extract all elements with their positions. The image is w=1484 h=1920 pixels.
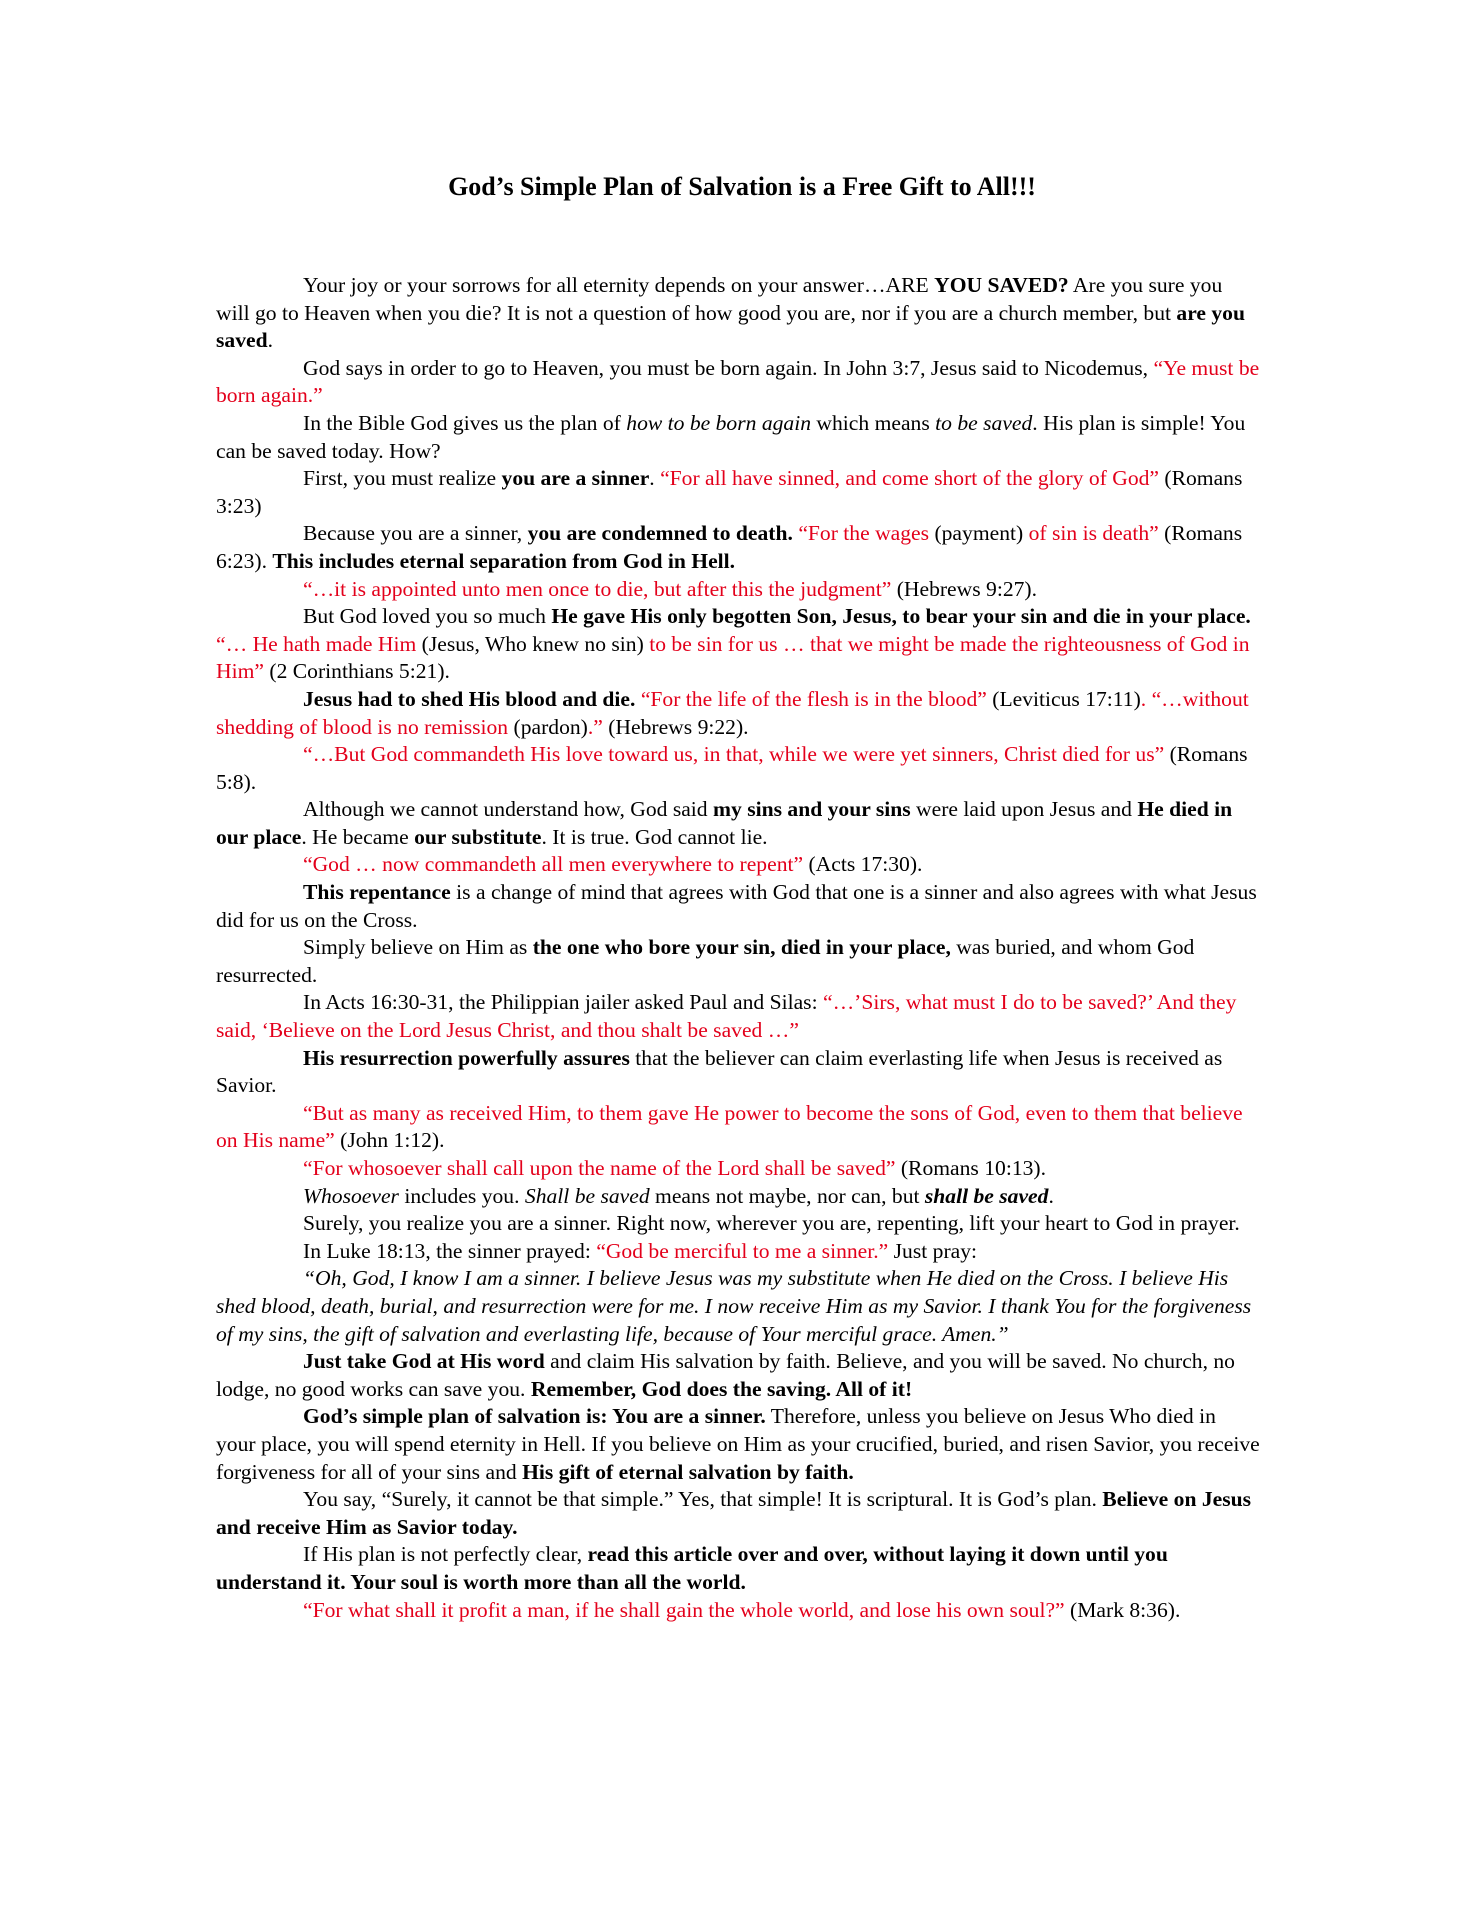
text-run: . He became xyxy=(301,824,415,849)
paragraph xyxy=(216,796,1260,851)
text-run: . His plan is simple! You can be saved today. How? xyxy=(216,410,1246,463)
bold-text: God’s simple plan of salvation is: You are a sinner. xyxy=(303,1404,766,1429)
bold-text: Just take God at His word xyxy=(303,1349,545,1374)
text-run: is a change of mind that agrees with God that one is a sinner and also agrees with what Jesus did for us on the Cross. xyxy=(216,880,1257,932)
text-run: Surely, you realize you are a sinner. Right now, wherever you are, repenting, lift your heart to God in prayer. xyxy=(303,1211,1240,1236)
text-run: . xyxy=(267,328,273,353)
text-run: and claim His salvation by faith. Believe, and you will be saved. No church, no lodge, no good works can save you. xyxy=(216,1349,1235,1401)
bold-text: This repentance xyxy=(303,880,451,905)
bold-text: are you saved xyxy=(216,300,1245,353)
text-run: (Leviticus 17:11) xyxy=(986,686,1141,711)
text-run: that the believer can claim everlasting life when Jesus is received as Savior. xyxy=(216,1045,1223,1098)
scripture-quote: “For all have sinned, and come short of the glory of God” xyxy=(660,466,1160,491)
scripture-quote: “For the wages xyxy=(798,521,930,546)
bold-text: YOU SAVED? xyxy=(934,273,1069,297)
paragraph xyxy=(216,355,1260,410)
scripture-quote: to be sin for us … that we might be made the righteousness of God in Him” xyxy=(216,631,1250,684)
scripture-quote: “God be merciful to me a sinner.” xyxy=(596,1238,889,1263)
paragraph xyxy=(216,1265,1260,1348)
bold-text: This includes eternal separation from God in Hell. xyxy=(272,548,736,573)
scripture-quote: “For what shall it profit a man, if he shall gain the whole world, and lose his own soul?” xyxy=(303,1597,1065,1622)
text-run: Just pray: xyxy=(888,1238,978,1263)
text-run: (Hebrews 9:22). xyxy=(602,714,749,739)
bold-text: read this article over and over, without laying it down until you understand it. Your soul is worth more than all the world. xyxy=(216,1542,1168,1594)
text-run: (John 1:12). xyxy=(334,1128,445,1153)
paragraph xyxy=(216,741,1260,796)
text-run: But God loved you so much xyxy=(303,604,552,629)
text-run: which means xyxy=(811,410,936,435)
scripture-quote: . “…without shedding of blood is no remission xyxy=(216,686,1249,739)
paragraph xyxy=(216,1403,1260,1486)
bold-text: He gave His only begotten Son, Jesus, to bear your sin and die in your place. xyxy=(551,604,1251,629)
text-run: Although we cannot understand how, God said xyxy=(303,797,714,822)
paragraph xyxy=(216,851,1260,879)
paragraph xyxy=(216,879,1260,934)
paragraph xyxy=(216,1348,1260,1403)
scripture-quote: “For whosoever shall call upon the name of the Lord shall be saved” xyxy=(303,1156,896,1180)
scripture-quote: “God … now commandeth all men everywhere to repent” xyxy=(303,852,804,877)
text-run: includes you. xyxy=(398,1183,525,1208)
bold-text: He died in our place xyxy=(216,797,1233,849)
text-run: (payment) xyxy=(929,521,1029,546)
text-run: (Acts 17:30). xyxy=(803,852,923,877)
italic-text: Shall be saved xyxy=(524,1183,650,1208)
text-run: (pardon) xyxy=(508,714,588,739)
paragraph xyxy=(216,603,1260,686)
scripture-quote: “But as many as received Him, to them gave He power to become the sons of God, even to them that believe on His name” xyxy=(216,1100,1243,1153)
paragraph xyxy=(216,686,1260,741)
text-run: (Mark 8:36). xyxy=(1064,1597,1181,1622)
paragraph xyxy=(216,1597,1260,1625)
paragraph xyxy=(216,272,1260,355)
italic-text: “Oh, God, I know I am a sinner. I believe Jesus was my substitute when He died on the Cross. I believe His shed blood, death, burial, and resurrection were for me. I now receive Him as my Savior. I thank You for the forgiveness of my sins, the gift of salvation and everlasting life, because of Your merciful grace. Amen.” xyxy=(216,1266,1252,1346)
scripture-quote: “…But God commandeth His love toward us, in that, while we were yet sinners, Christ died for us” xyxy=(303,742,1165,767)
text-run: First, you must realize xyxy=(303,466,502,491)
text-run: God says in order to go to Heaven, you must be born again. In John 3:7, Jesus said to Nicodemus, xyxy=(303,355,1154,380)
text-run: You say, “Surely, it cannot be that simple.” Yes, that simple! It is scriptural. It is God’s plan. xyxy=(303,1487,1103,1512)
paragraph xyxy=(216,1100,1260,1155)
paragraph xyxy=(216,1210,1260,1238)
text-run: In Luke 18:13, the sinner prayed: xyxy=(303,1238,597,1263)
text-run: Your joy or your sorrows for all eternity depends on your answer…ARE xyxy=(303,273,935,297)
scripture-quote: of sin is death” xyxy=(1028,521,1159,546)
text-run: were laid upon Jesus and xyxy=(910,797,1138,822)
text-run: Therefore, unless you believe on Jesus Who died in your place, you will spend eternity in Hell. If you believe on Him as your crucified, buried, and risen Savior, you receive forgiveness for all of your sins and xyxy=(216,1404,1260,1484)
text-run: means not maybe, nor can, but xyxy=(649,1183,925,1208)
bold-text: Believe on Jesus and receive Him as Savior today. xyxy=(216,1487,1252,1539)
text-run: Simply believe on Him as xyxy=(303,935,533,960)
italic-text: to be saved xyxy=(935,410,1033,435)
scripture-quote: “… He hath made Him xyxy=(216,631,417,656)
text-run: Because you are a sinner, xyxy=(303,521,528,546)
bold-text: you are a sinner xyxy=(501,466,650,491)
italic-text: Whosoever xyxy=(303,1183,399,1208)
scripture-quote: “…’Sirs, what must I do to be saved?’ And they said, ‘Believe on the Lord Jesus Christ, and thou shalt be saved …” xyxy=(216,990,1237,1043)
text-run: . xyxy=(1048,1183,1054,1208)
scripture-quote: “Ye must be born again.” xyxy=(216,355,1260,408)
paragraph xyxy=(216,465,1260,520)
bold-text: my sins and your sins xyxy=(713,797,911,822)
document-body xyxy=(216,272,1260,1624)
paragraph xyxy=(216,1183,1260,1211)
bold-text: you are condemned to death. xyxy=(527,521,793,546)
text-run: (Romans 10:13). xyxy=(895,1156,1046,1180)
paragraph xyxy=(216,1486,1260,1541)
text-run: was buried, and whom God resurrected. xyxy=(216,935,1195,987)
text-run: Are you sure you will go to Heaven when you die? It is not a question of how good you are, nor if you are a church member, but xyxy=(216,273,1223,325)
bold-text: Jesus had to shed His blood and die. xyxy=(303,686,636,711)
text-run: . xyxy=(649,466,661,491)
bold-text: our substitute xyxy=(414,824,542,849)
paragraph xyxy=(216,1045,1260,1100)
paragraph xyxy=(216,576,1260,604)
paragraph xyxy=(216,1238,1260,1266)
paragraph xyxy=(216,520,1260,575)
bold-text: Remember, God does the saving. All of it! xyxy=(530,1376,913,1401)
paragraph xyxy=(216,934,1260,989)
text-run: (Hebrews 9:27). xyxy=(891,576,1038,601)
paragraph xyxy=(216,1541,1260,1596)
paragraph xyxy=(216,410,1260,465)
text-run: In Acts 16:30-31, the Philippian jailer asked Paul and Silas: xyxy=(303,990,823,1015)
bold-italic-text: shall be saved xyxy=(924,1183,1049,1208)
bold-text: the one who bore your sin, died in your place, xyxy=(532,935,951,960)
text-run: (Romans 5:8). xyxy=(216,742,1248,794)
paragraph xyxy=(216,1155,1260,1183)
italic-text: how to be born again xyxy=(626,410,812,435)
text-run: (Romans 6:23). xyxy=(216,521,1243,573)
document-title: God’s Simple Plan of Salvation is a Free Gift to All!!! xyxy=(448,172,1036,201)
scripture-quote: “…it is appointed unto men once to die, but after this the judgment” xyxy=(303,576,892,601)
text-run: In the Bible God gives us the plan of xyxy=(303,410,627,435)
bold-text: His gift of eternal salvation by faith. xyxy=(522,1459,854,1484)
text-run: . It is true. God cannot lie. xyxy=(541,824,768,849)
scripture-quote: “For the life of the flesh is in the blood” xyxy=(640,686,987,711)
text-run: (2 Corinthians 5:21). xyxy=(263,659,450,684)
bold-text: His resurrection powerfully assures xyxy=(303,1045,630,1070)
text-run: (Romans 3:23) xyxy=(216,466,1243,518)
scripture-quote: .” xyxy=(587,714,603,739)
text-run: (Jesus, Who knew no sin) xyxy=(416,631,650,656)
paragraph xyxy=(216,989,1260,1044)
text-run: If His plan is not perfectly clear, xyxy=(303,1542,588,1567)
